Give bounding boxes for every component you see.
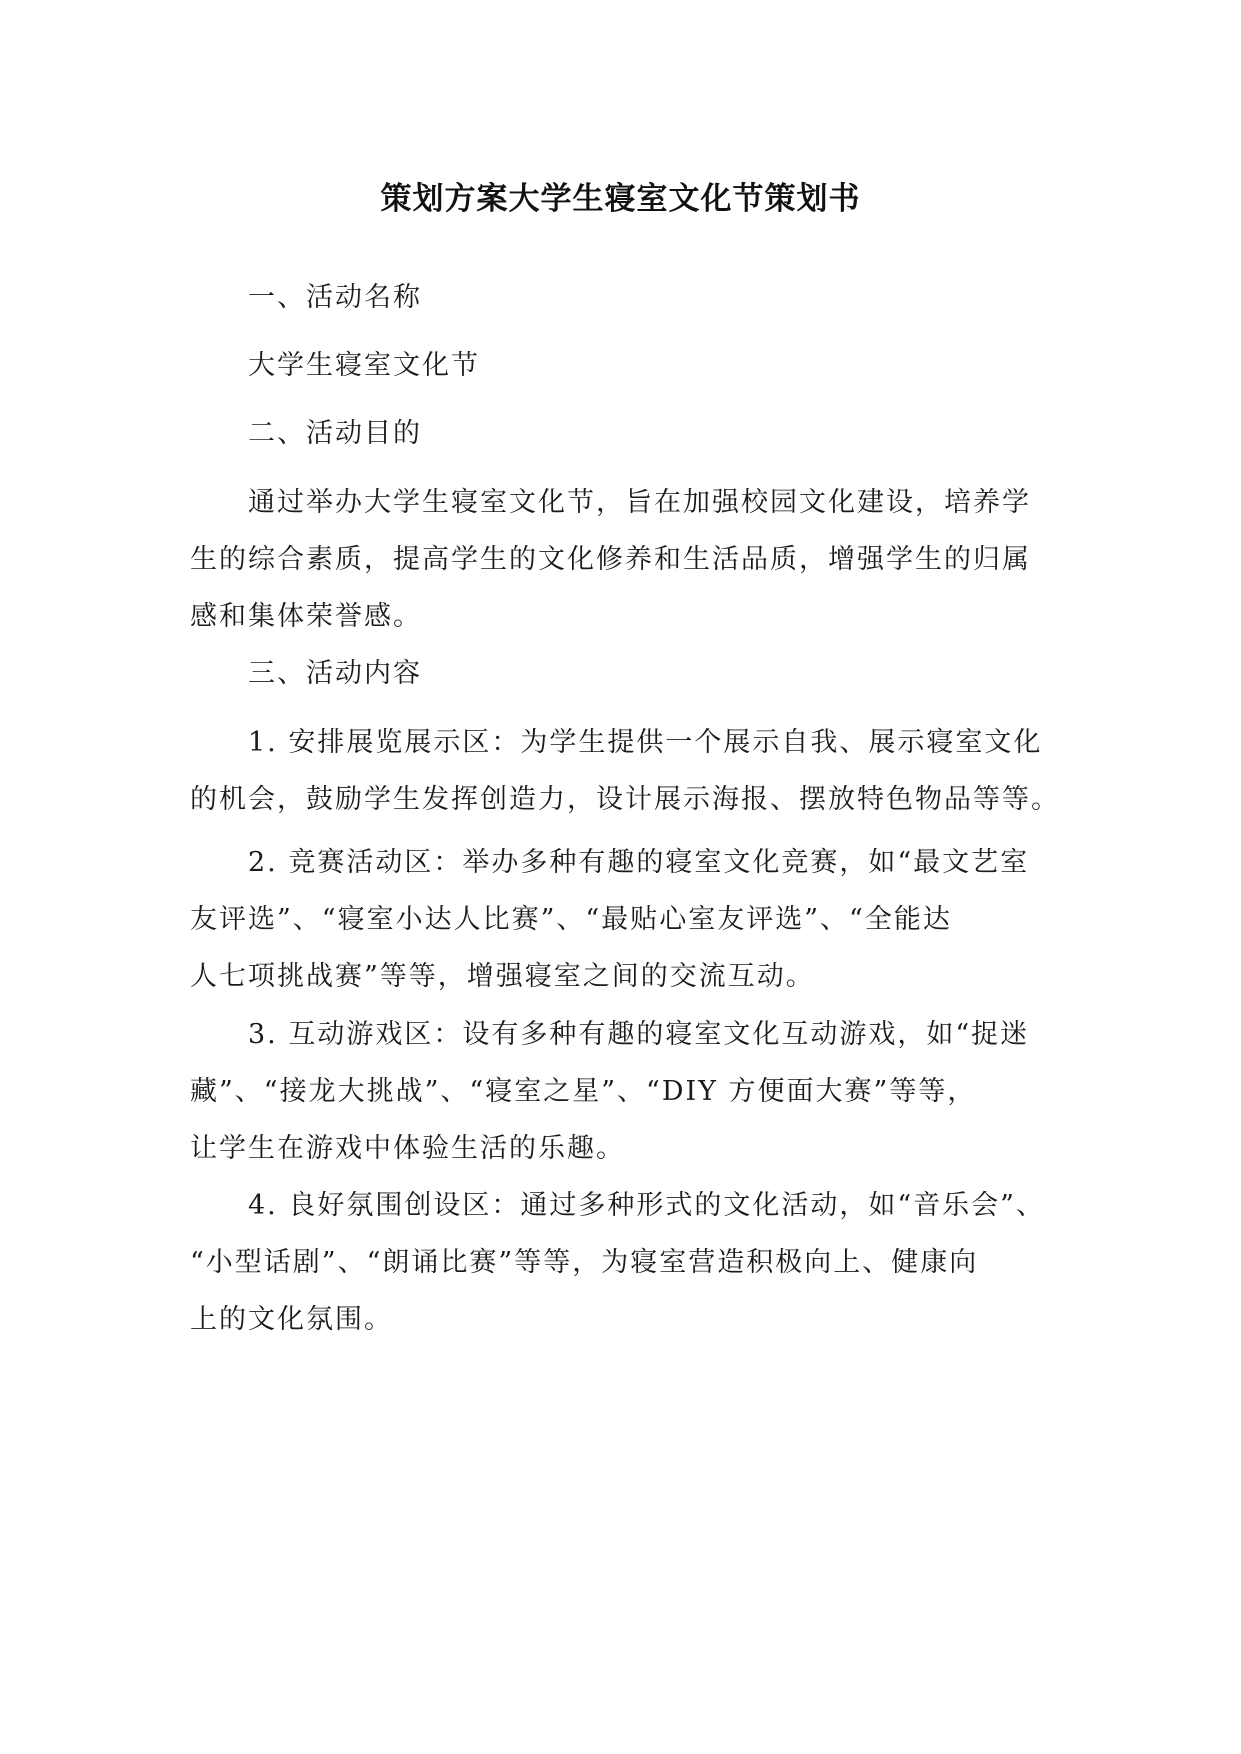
content-item-4 bbox=[190, 1177, 1070, 1348]
section-2-paragraph bbox=[190, 474, 1070, 645]
heading-text: 一、活动名称 bbox=[248, 282, 422, 313]
paragraph-line: “小型话剧”、“朗诵比赛”等等，为寝室营造积极向上、健康向 bbox=[190, 1247, 979, 1278]
paragraph-line: 4. 良好氛围创设区：通过多种形式的文化活动，如“音乐会”、 bbox=[248, 1190, 1045, 1221]
paragraph-line: 藏”、“接龙大挑战”、“寝室之星”、“DIY 方便面大赛”等等， bbox=[190, 1076, 977, 1107]
section-heading-1 bbox=[190, 269, 1070, 326]
content-item-3 bbox=[190, 1006, 1070, 1177]
heading-text: 三、活动内容 bbox=[248, 658, 422, 689]
content-item-2 bbox=[190, 834, 1070, 1005]
section-heading-2 bbox=[190, 405, 1070, 462]
document-title: 策划方案大学生寝室文化节策划书 bbox=[380, 181, 861, 217]
paragraph-line: 大学生寝室文化节 bbox=[248, 350, 480, 381]
section-heading-3 bbox=[190, 645, 1070, 702]
content-item-1 bbox=[190, 714, 1070, 828]
paragraph-line: 的机会，鼓励学生发挥创造力，设计展示海报、摆放特色物品等等。 bbox=[190, 784, 1060, 815]
paragraph-line: 感和集体荣誉感。 bbox=[190, 601, 422, 632]
paragraph-line: 友评选”、“寝室小达人比赛”、“最贴心室友评选”、“全能达 bbox=[190, 904, 952, 935]
heading-text: 二、活动目的 bbox=[248, 418, 422, 449]
paragraph-line: 3. 互动游戏区：设有多种有趣的寝室文化互动游戏，如“捉迷 bbox=[248, 1019, 1030, 1050]
section-1-paragraph bbox=[190, 337, 1070, 394]
paragraph-line: 上的文化氛围。 bbox=[190, 1304, 393, 1335]
paragraph-line: 2. 竞赛活动区：举办多种有趣的寝室文化竞赛，如“最文艺室 bbox=[248, 847, 1030, 878]
paragraph-line: 生的综合素质，提高学生的文化修养和生活品质，增强学生的归属 bbox=[190, 544, 1031, 575]
paragraph-line: 人七项挑战赛”等等，增强寝室之间的交流互动。 bbox=[190, 961, 815, 992]
paragraph-line: 1. 安排展览展示区：为学生提供一个展示自我、展示寝室文化 bbox=[248, 727, 1043, 758]
paragraph-line: 通过举办大学生寝室文化节，旨在加强校园文化建设，培养学 bbox=[248, 487, 1031, 518]
paragraph-line: 让学生在游戏中体验生活的乐趣。 bbox=[190, 1133, 625, 1164]
